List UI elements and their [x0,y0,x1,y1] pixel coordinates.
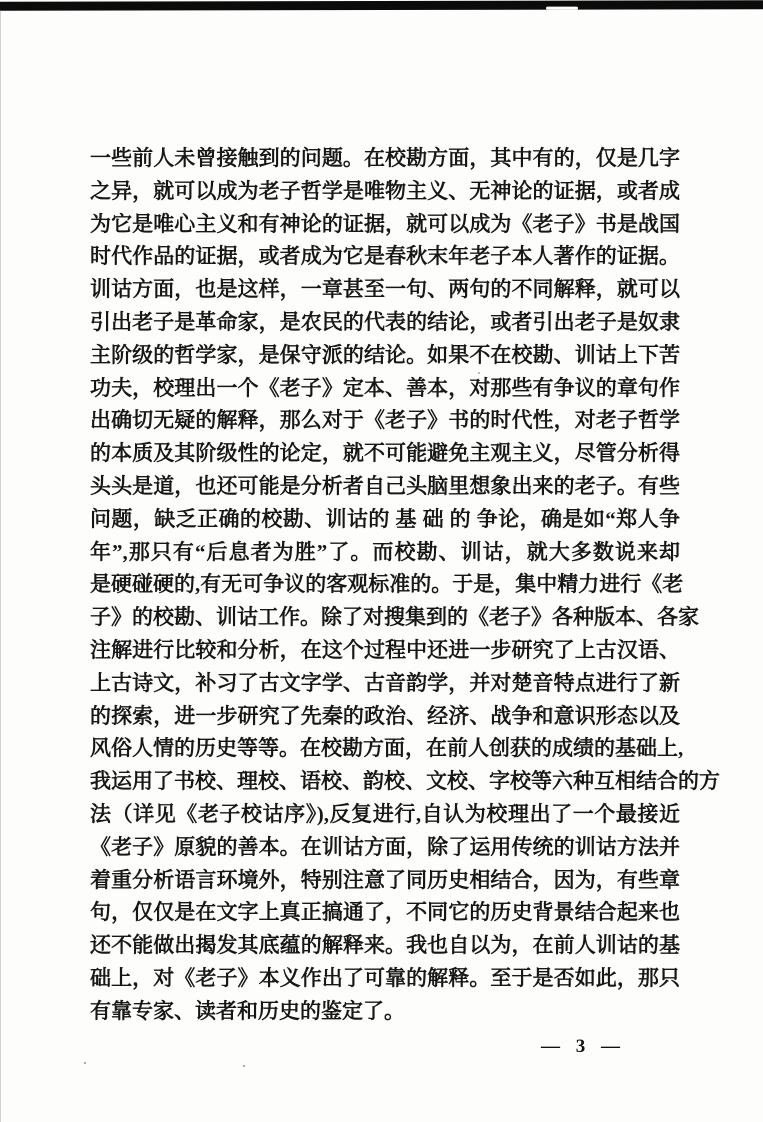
scan-speck [478,372,480,374]
scan-speck [84,1062,86,1064]
text-line: 法（详见《老子校诂序》),反复进行,自认为校理出了一个最接近 [90,801,680,826]
body-text [90,142,720,1028]
text-line: 功夫，校理出一个《老子》定本、善本，对那些有争议的章句作 [90,375,680,400]
page-number: — 3 — [541,1036,621,1057]
text-line: 还不能做出揭发其底蕴的解释来。我也自以为，在前人训诂的基 [90,933,680,958]
text-line: 引出老子是革命家，是农民的代表的结论，或者引出老子是奴隶 [90,309,680,334]
scan-edge-artifact [0,0,763,11]
text-line: 我运用了书校、理校、语校、韵校、文校、字校等六种互相结合的方 [90,769,720,794]
text-line: 句，仅仅是在文字上真正搞通了，不同它的历史背景结合起来也 [90,900,680,925]
text-line: 的探索，进一步研究了先秦的政治、经济、战争和意识形态以及 [90,703,680,728]
text-line: 时代作品的证据，或者成为它是春秋末年老子本人著作的证据。 [90,244,680,269]
text-line: 问题，缺乏正确的校勘、训诂的 基 础 的 争论，确是如“郑人争 [90,506,680,531]
text-line: 主阶级的哲学家，是保守派的结论。如果不在校勘、训诂上下苦 [90,342,680,367]
text-line: 一些前人未曾接触到的问题。在校勘方面，其中有的，仅是几字 [90,146,680,170]
text-line: 出确切无疑的解释，那么对于《老子》书的时代性，对老子哲学 [90,408,680,433]
text-line: 础上，对《老子》本义作出了可靠的解释。至于是否如此，那只 [90,965,680,990]
text-line: 为它是唯心主义和有神论的证据，就可以成为《老子》书是战国 [90,211,680,236]
text-line: 子》的校勘、训诂工作。除了对搜集到的《老子》各种版本、各家 [90,605,699,630]
text-line: 年”,那只有“后息者为胜”了。而校勘、训诂，就大多数说来却 [90,539,680,564]
text-line: 训诂方面，也是这样，一章甚至一句、两句的不同解释，就可以 [90,277,680,302]
text-line: 《老子》原貌的善本。在训诂方面，除了运用传统的训诂方法并 [90,834,680,859]
text-line: 之异，就可以成为老子哲学是唯物主义、无神论的证据，或者成 [90,178,680,203]
text-line: 有靠专家、读者和历史的鉴定了。 [90,998,405,1023]
text-line: 上古诗文，补习了古文字学、古音韵学，并对楚音特点进行了新 [90,670,680,695]
text-line: 风俗人情的历史等等。在校勘方面，在前人创获的成绩的基础上, [90,736,684,761]
text-line: 头头是道，也还可能是分析者自己头脑里想象出来的老子。有些 [90,473,680,498]
text-line: 注解进行比较和分析，在这个过程中还进一步研究了上古汉语、 [90,637,680,662]
text-line: 着重分析语言环境外，特别注意了同历史相结合，因为，有些章 [90,867,680,892]
scan-speck [243,1065,245,1067]
text-line: 是硬碰硬的,有无可争议的客观标准的。于是，集中精力进行《老 [90,572,684,597]
text-line: 的本质及其阶级性的论定，就不可能避免主观主义，尽管分析得 [90,441,680,466]
scan-left-edge [0,10,1,1122]
